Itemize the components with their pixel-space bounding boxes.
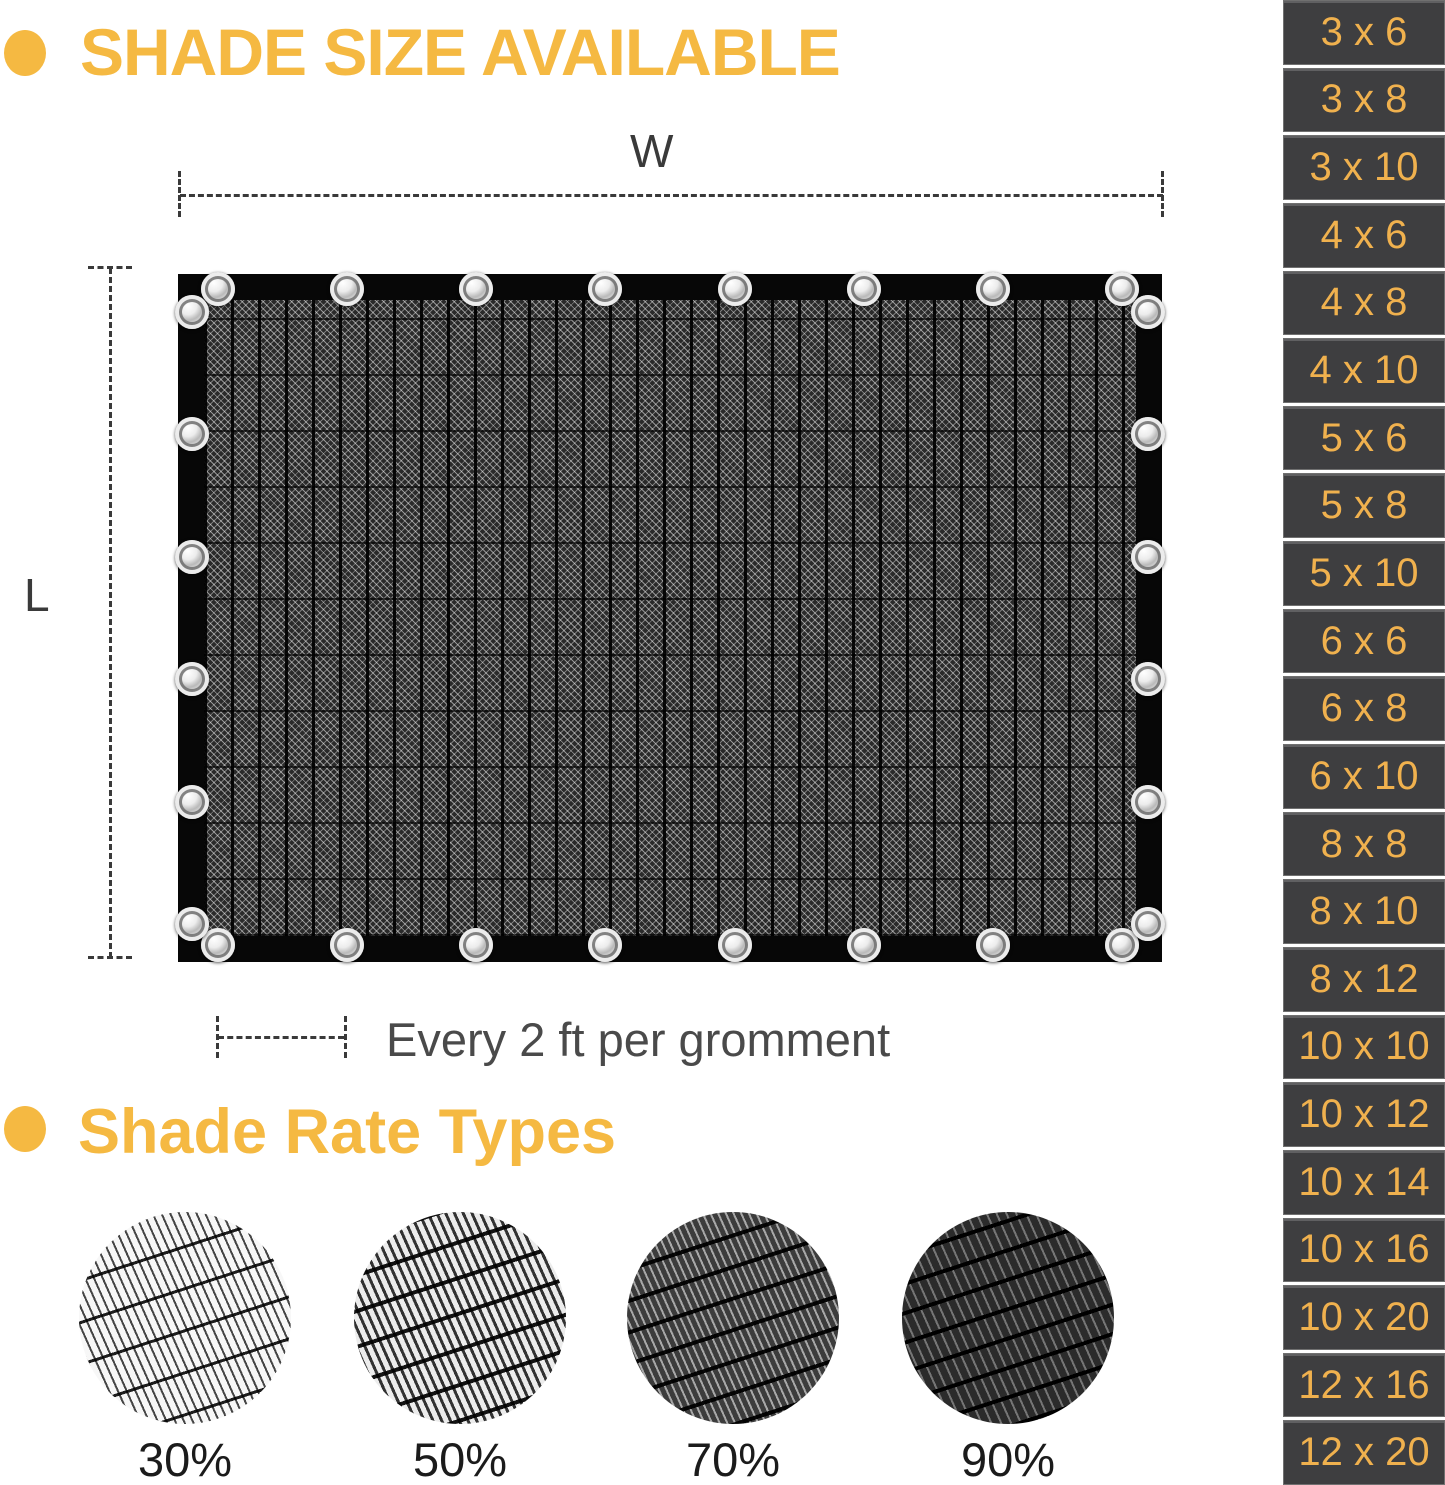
length-dimension-label: L	[24, 569, 50, 621]
size-chip: 4 x 10	[1283, 338, 1445, 403]
grommet-icon	[588, 928, 622, 962]
size-chip: 8 x 10	[1283, 879, 1445, 944]
grommet-icon	[1131, 662, 1165, 696]
grommet-spacing-note: Every 2 ft per gromment	[386, 1013, 891, 1066]
length-dimension-line	[109, 268, 112, 958]
shade-rate-label: 90%	[960, 1433, 1056, 1485]
size-chip: 10 x 12	[1283, 1082, 1445, 1147]
size-chip: 4 x 6	[1283, 203, 1445, 268]
shade-rate-label: 70%	[685, 1433, 781, 1485]
shade-rate-label: 50%	[412, 1433, 508, 1485]
width-dimension-line	[180, 194, 1163, 197]
grommet-icon	[718, 928, 752, 962]
size-chip: 5 x 8	[1283, 473, 1445, 538]
shade-rate-item	[354, 1212, 566, 1485]
grommet-icon	[847, 272, 881, 306]
grommet-icon	[175, 295, 209, 329]
size-chip: 5 x 6	[1283, 406, 1445, 471]
mesh-swatch-70-icon	[627, 1212, 839, 1424]
grommet-icon	[175, 907, 209, 941]
grommet-icon	[1131, 295, 1165, 329]
width-dimension-label: W	[630, 125, 674, 177]
grommet-spacing-line	[218, 1036, 344, 1039]
grommet-icon	[459, 928, 493, 962]
size-chip: 3 x 8	[1283, 68, 1445, 133]
size-chip: 3 x 10	[1283, 135, 1445, 200]
grommet-icon	[718, 272, 752, 306]
size-chip: 10 x 16	[1283, 1218, 1445, 1283]
size-chip: 12 x 20	[1283, 1420, 1445, 1485]
grommet-icon	[175, 662, 209, 696]
mesh-swatch-90-icon	[902, 1212, 1114, 1424]
shade-net-mesh	[204, 300, 1136, 936]
size-list	[1283, 0, 1445, 1485]
shade-rate-label: 30%	[137, 1433, 233, 1485]
size-chip: 3 x 6	[1283, 0, 1445, 65]
grommet-icon	[1131, 785, 1165, 819]
grommet-icon	[1131, 417, 1165, 451]
grommet-icon	[976, 272, 1010, 306]
grommet-icon	[847, 928, 881, 962]
mesh-swatch-30-icon	[79, 1212, 291, 1424]
grommet-icon	[175, 540, 209, 574]
size-chip: 8 x 8	[1283, 812, 1445, 877]
shade-rate-item	[902, 1212, 1114, 1485]
size-chip: 12 x 16	[1283, 1353, 1445, 1418]
grommet-icon	[330, 928, 364, 962]
size-chip: 5 x 10	[1283, 541, 1445, 606]
size-chip: 6 x 10	[1283, 744, 1445, 809]
size-chip: 6 x 8	[1283, 676, 1445, 741]
grommet-icon	[175, 785, 209, 819]
width-dimension-tick-right	[1161, 171, 1164, 217]
shade-rate-item	[79, 1212, 291, 1485]
shade-rate-item	[627, 1212, 839, 1485]
size-chip: 10 x 20	[1283, 1285, 1445, 1350]
bullet-icon	[4, 1106, 46, 1152]
width-dimension-tick-left	[178, 171, 181, 217]
grommet-spacing-tick-right	[344, 1016, 347, 1058]
length-dimension-tick-bottom	[88, 956, 132, 959]
length-dimension-tick-top	[88, 266, 132, 269]
shade-net	[178, 274, 1162, 962]
size-chip: 4 x 8	[1283, 271, 1445, 336]
size-chip: 6 x 6	[1283, 609, 1445, 674]
grommet-icon	[1131, 540, 1165, 574]
rate-section-title: Shade Rate Types	[78, 1097, 617, 1167]
grommet-icon	[1131, 907, 1165, 941]
mesh-swatch-50-icon	[354, 1212, 566, 1424]
size-chip: 10 x 10	[1283, 1015, 1445, 1080]
size-chip: 8 x 12	[1283, 947, 1445, 1012]
size-section-title: SHADE SIZE AVAILABLE	[80, 15, 840, 89]
bullet-icon	[4, 30, 46, 76]
grommet-icon	[330, 272, 364, 306]
grommet-icon	[201, 272, 235, 306]
grommet-icon	[976, 928, 1010, 962]
size-chip: 10 x 14	[1283, 1150, 1445, 1215]
